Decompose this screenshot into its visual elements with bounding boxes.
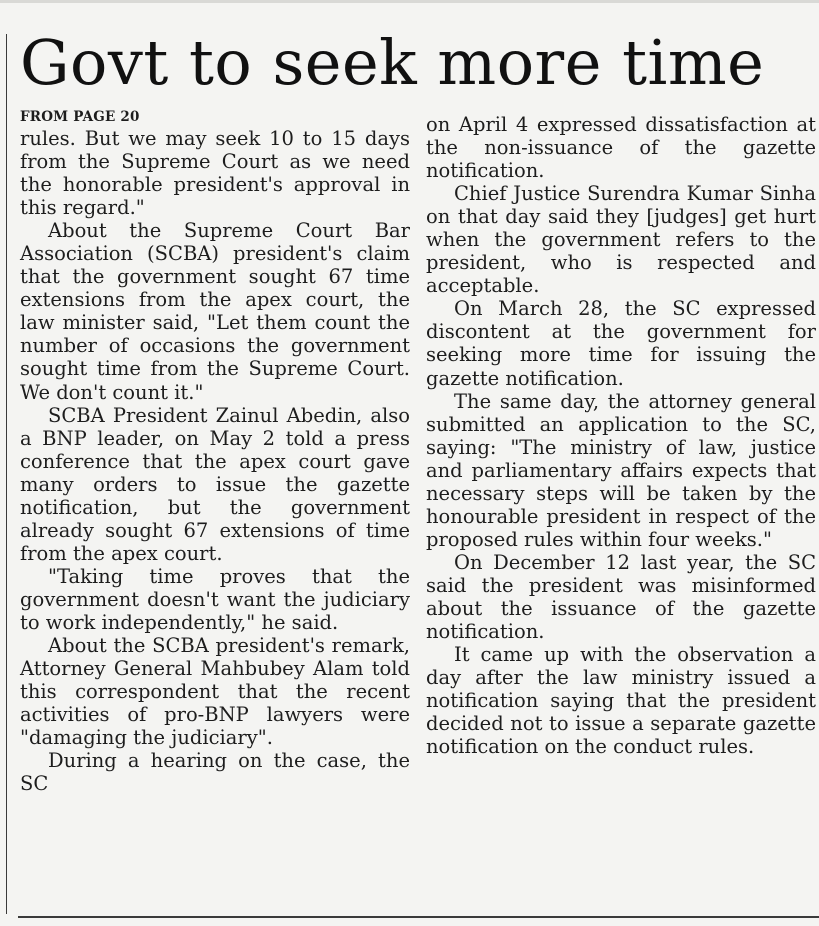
article-column-right: [426, 113, 816, 758]
paragraph: rules. But we may seek 10 to 15 days from the Supreme Court as we need the honorable president's approval in this regard.": [20, 127, 410, 220]
paragraph: During a hearing on the case, the SC: [20, 749, 410, 796]
dateline: FROM PAGE 20: [20, 109, 140, 125]
bottom-rule: [18, 916, 819, 918]
paragraph: It came up with the observation a day after the law ministry issued a notification saying that the president decided not to issue a separate gazette notification on the conduct rules.: [426, 643, 816, 759]
top-border: [0, 0, 819, 3]
paragraph: About the Supreme Court Bar Association (SCBA) president's claim that the government sought 67 time extensions from the apex court, the law minister said, "Let them count the number of occasions the government sought time from the Supreme Court. We don't count it.": [20, 219, 410, 404]
paragraph: SCBA President Zainul Abedin, also a BNP leader, on May 2 told a press conference that the apex court gave many orders to issue the gazette notification, but the government already sought 67 extensions of time from the apex court.: [20, 403, 410, 565]
paragraph: "Taking time proves that the government doesn't want the judiciary to work independently," he said.: [20, 564, 410, 634]
paragraph: The same day, the attorney general submitted an application to the SC, saying: "The ministry of law, justice and parliamentary affairs expects that necessary steps will be taken by the honourable president in respect of the proposed rules within four weeks.": [426, 389, 816, 551]
left-column-rule: [6, 34, 7, 914]
paragraph: on April 4 expressed dissatisfaction at the non-issuance of the gazette notification.: [426, 113, 816, 183]
paragraph: On December 12 last year, the SC said the president was misinformed about the issuance of the gazette notification.: [426, 550, 816, 644]
article-column-left: [20, 108, 410, 795]
paragraph: On March 28, the SC expressed discontent at the government for seeking more time for issuing the gazette notification.: [426, 297, 816, 390]
paragraph: About the SCBA president's remark, Attorney General Mahbubey Alam told this correspondent that the recent activities of pro-BNP lawyers were "damaging the judiciary".: [20, 634, 410, 750]
headline: Govt to seek more time: [20, 26, 765, 99]
paragraph: Chief Justice Surendra Kumar Sinha on that day said they [judges] get hurt when the government refers to the president, who is respected and acceptable.: [426, 182, 816, 298]
